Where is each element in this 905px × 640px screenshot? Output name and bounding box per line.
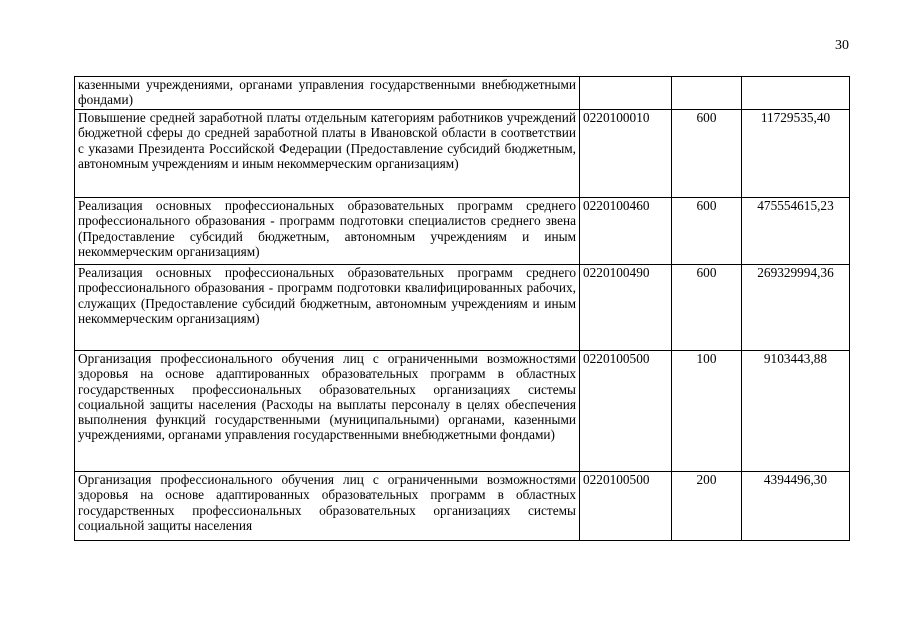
row-expense-type: 600 <box>672 265 742 351</box>
row-description: Реализация основных профессиональных образовательных программ среднего профессионального образования - программ подготовки квалифицированных рабочих, служащих (Предоставление субсидий бюджетным, автономным учреждениям и иным некоммерческим организациям) <box>75 265 580 351</box>
row-expense-type: 600 <box>672 198 742 265</box>
row-amount: 269329994,36 <box>742 265 850 351</box>
row-code: 0220100500 <box>580 351 672 472</box>
table-row <box>75 265 850 351</box>
row-expense-type: 600 <box>672 110 742 198</box>
row-code: 0220100500 <box>580 472 672 541</box>
table-row <box>75 77 850 110</box>
page-number: 30 <box>835 38 849 53</box>
row-amount: 475554615,23 <box>742 198 850 265</box>
row-code <box>580 77 672 110</box>
row-amount: 11729535,40 <box>742 110 850 198</box>
budget-table <box>74 76 850 541</box>
row-description: Повышение средней заработной платы отдельным категориям работников учреждений бюджетной сферы до средней заработной платы в Ивановской области в соответствии с указами Президента Российской Федерации (Предоставление субсидий бюджетным, автономным учреждениям и иным некоммерческим организациям) <box>75 110 580 198</box>
row-description: Реализация основных профессиональных образовательных программ среднего профессионального образования - программ подготовки специалистов среднего звена (Предоставление субсидий бюджетным, автономным учреждениям и иным некоммерческим организациям) <box>75 198 580 265</box>
row-description: Организация профессионального обучения лиц с ограниченными возможностями здоровья на основе адаптированных образовательных программ в областных государственных профессиональных образовательных организациях системы социальной защиты населения (Расходы на выплаты персоналу в целях обеспечения выполнения функций государственными (муниципальными) органами, казенными учреждениями, органами управления государственными внебюджетными фондами) <box>75 351 580 472</box>
table-row <box>75 351 850 472</box>
table-row <box>75 472 850 541</box>
row-expense-type <box>672 77 742 110</box>
row-code: 0220100460 <box>580 198 672 265</box>
table-row <box>75 110 850 198</box>
row-amount <box>742 77 850 110</box>
row-description: Организация профессионального обучения лиц с ограниченными возможностями здоровья на основе адаптированных образовательных программ в областных государственных профессиональных образовательных организациях системы социальной защиты населения <box>75 472 580 541</box>
row-expense-type: 200 <box>672 472 742 541</box>
row-expense-type: 100 <box>672 351 742 472</box>
row-description: казенными учреждениями, органами управления государственными внебюджетными фондами) <box>75 77 580 110</box>
row-code: 0220100010 <box>580 110 672 198</box>
row-amount: 9103443,88 <box>742 351 850 472</box>
row-code: 0220100490 <box>580 265 672 351</box>
row-amount: 4394496,30 <box>742 472 850 541</box>
table-row <box>75 198 850 265</box>
